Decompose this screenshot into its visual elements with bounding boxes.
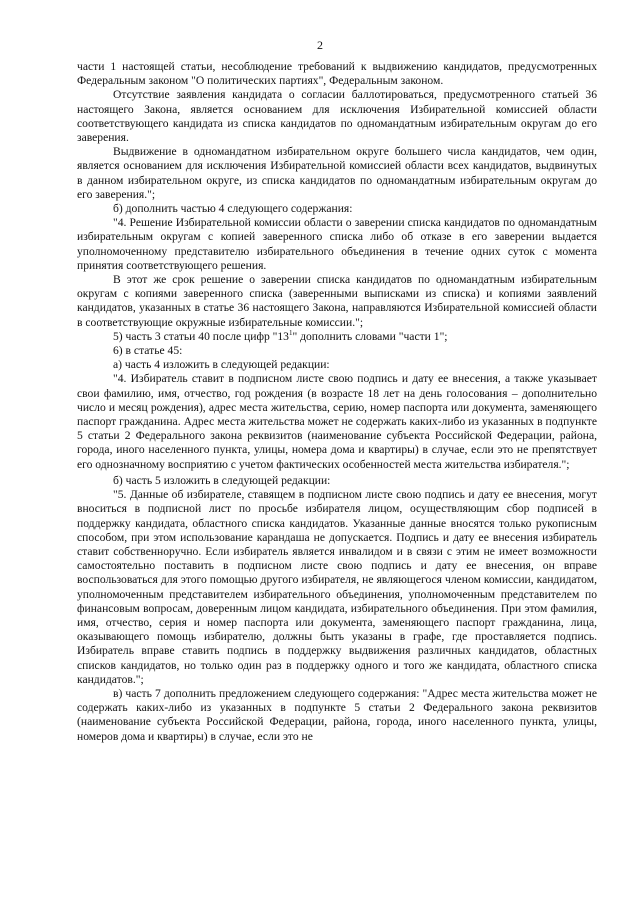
paragraph-amend-b-part4: б) дополнить частью 4 следующего содержания: [113, 202, 353, 216]
paragraph-same-term: В этот же срок решение о заверении списка кандидатов по одномандатным избирательным округам с копиями заверенного списка (заверенными выписками из списка) и копиями заявлений кандидатов, указанных в статье 36 настоящего Закона, направляются Избирательной комиссией области в соответствующие окружные избирательные комиссии."; [77, 273, 597, 329]
paragraph-item6-article45: 6) в статье 45: [113, 344, 183, 358]
paragraph-b-part5: б) часть 5 изложить в следующей редакции: [113, 473, 331, 487]
paragraph-part4-voter: "4. Избиратель ставит в подписном листе свою подпись и дату ее внесения, а также указывает свои фамилию, имя, отчество, год рождения (в возрасте 18 лет на день голосования – дополнительно число и месяц рождения), адрес места жительства, серию, номер паспорта или документа, заменяющего паспорт гражданина. Адрес места жительства может не содержать каких-либо из указанных в подпункте 5 статьи 2 Федерального закона реквизитов (наименование субъекта Российской Федерации, района, города, иного населенного пункта, улицы, номера дома и квартиры) в случае, если это не препятствует его однозначному восприятию с учетом фактических особенностей места жительства избирателя."; [77, 372, 597, 471]
paragraph-continuation: части 1 настоящей статьи, несоблюдение требований к выдвижению кандидатов, предусмотренных Федеральным законом "О политических партиях", Федеральным законом. [77, 60, 597, 88]
document-body [77, 60, 597, 744]
item5-superscript: 1 [288, 329, 293, 337]
item5-text-before: 5) часть 3 статьи 40 после цифр "13 [113, 329, 289, 343]
paragraph-part4-text: "4. Решение Избирательной комиссии области о заверении списка кандидатов по одномандатным избирательным округам с копией заверенного списка либо об отказе в его заверении выдается уполномоченному представителю избирательного объединения в течение одних суток с момента принятия соответствующего решения. [77, 216, 597, 272]
paragraph-part5-voter-data: "5. Данные об избирателе, ставящем в подписном листе свою подпись и дату ее внесения, могут вноситься в подписной лист по просьбе избирателя лицом, осуществляющим сбор подписей в поддержку кандидата, областного списка кандидатов. Указанные данные вносятся только рукописным способом, при этом использование карандаша не допускается. Подпись и дату ее внесения избиратель ставит собственноручно. Если избиратель является инвалидом и в связи с этим не имеет возможности самостоятельно поставить в подписном листе свою подпись и дату ее внесения, он вправе воспользоваться для этого помощью другого избирателя, не являющегося членом комиссии, кандидатом, уполномоченным представителем избирательного объединения, уполномоченным представителем по финансовым вопросам, доверенным лицом кандидата, избирательного объединения. При этом фамилия, имя, отчество, серия и номер паспорта или документа, заменяющего паспорт гражданина, лица, оказывающего помощь избирателю, должны быть указаны в графе, где проставляется подпись. Избиратель вправе ставить подпись в поддержку выдвижения различных кандидатов, областных списков кандидатов, но только один раз в поддержку одного и того же кандидата, областного списка кандидатов."; [77, 488, 597, 686]
item5-text-after: " дополнить словами "части 1"; [292, 329, 448, 343]
paragraph-item5-article40 [77, 330, 597, 344]
paragraph-multiple-candidates: Выдвижение в одномандатном избирательном округе большего числа кандидатов, чем один, является основанием для исключения Избирательной комиссией области всех кандидатов, выдвинутых в данном избирательном округе, из списка кандидатов по одномандатным избирательным округам до его заверения."; [77, 145, 597, 201]
paragraph-consent-absence: Отсутствие заявления кандидата о согласии баллотироваться, предусмотренного статьей 36 настоящего Закона, является основанием для исключения Избирательной комиссией области соответствующего кандидата из списка кандидатов по одномандатным избирательным округам до его заверения. [77, 88, 597, 145]
page-number: 2 [317, 38, 323, 52]
paragraph-v-part7: в) часть 7 дополнить предложением следующего содержания: "Адрес места жительства может не содержать каких-либо из указанных в подпункте 5 статьи 2 Федерального закона реквизитов (наименование субъекта Российской Федерации, района, города, иного населенного пункта, улицы, номеров дома и квартиры) в случае, если это не [77, 686, 597, 743]
paragraph-a-part4: а) часть 4 изложить в следующей редакции: [113, 358, 330, 372]
